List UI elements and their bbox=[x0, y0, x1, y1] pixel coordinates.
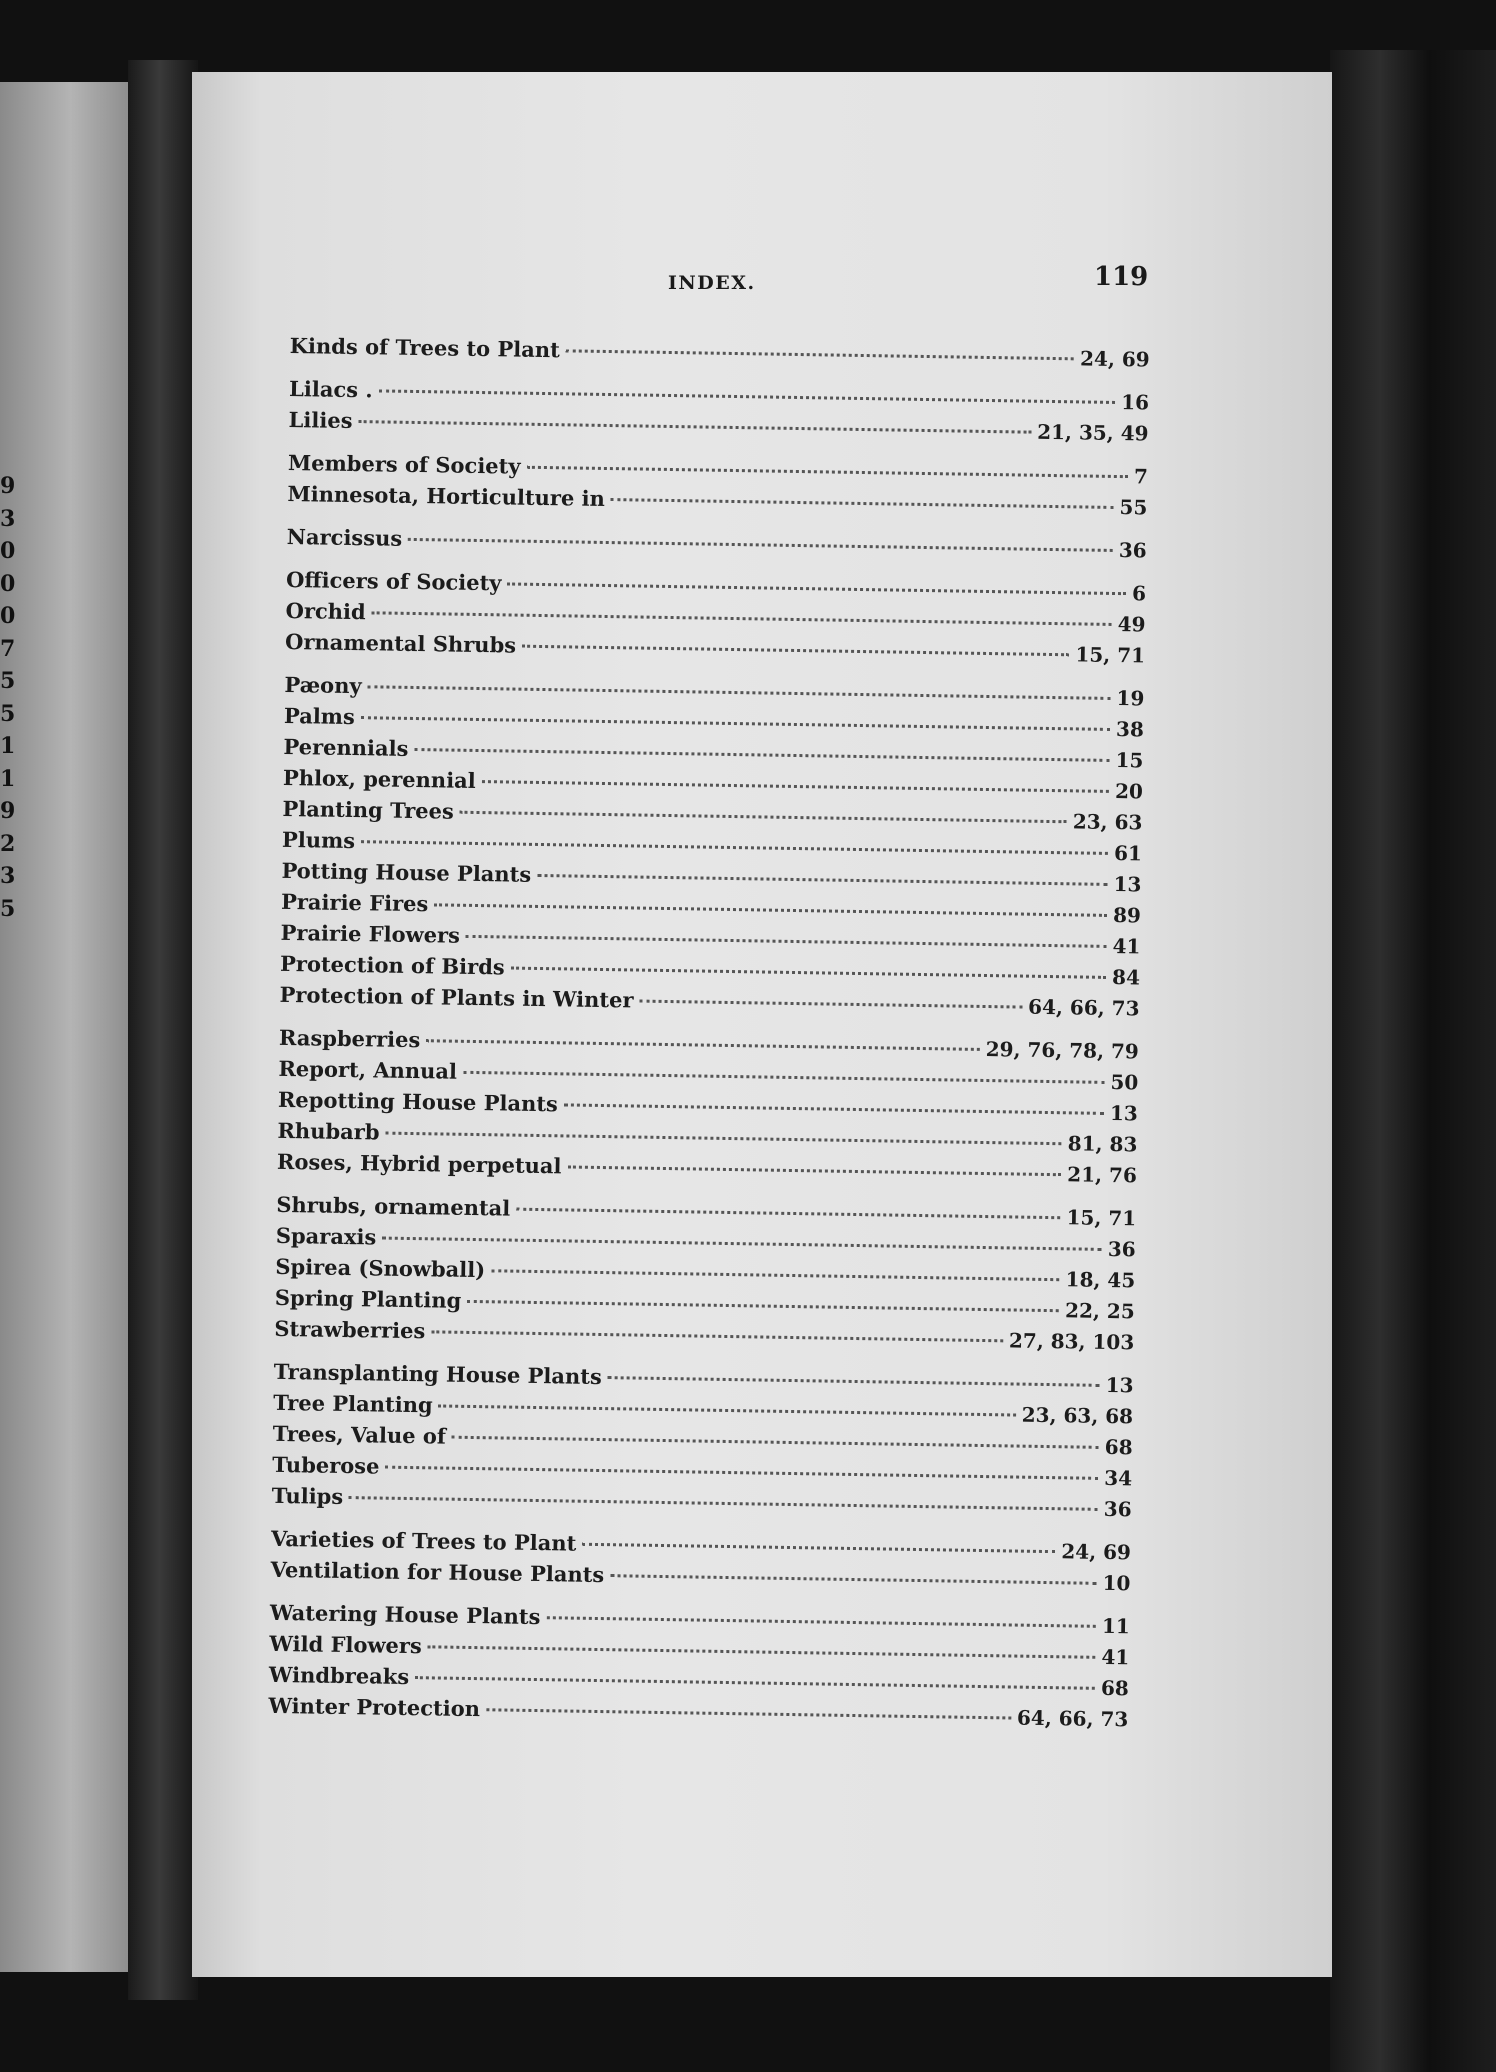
dot-leader bbox=[452, 1436, 1099, 1449]
index-pages: 64, 66, 73 bbox=[1027, 994, 1140, 1021]
index-pages: 13 bbox=[1105, 1372, 1134, 1398]
index-pages: 41 bbox=[1112, 933, 1141, 959]
facing-page-number: 1 bbox=[0, 765, 16, 792]
index-pages: 89 bbox=[1112, 903, 1142, 928]
dot-leader bbox=[361, 840, 1108, 855]
index-pages: 36 bbox=[1103, 1496, 1132, 1522]
index-term: Strawberries bbox=[274, 1315, 426, 1344]
index-pages: 10 bbox=[1102, 1570, 1131, 1596]
facing-page-number: 5 bbox=[0, 895, 16, 922]
facing-page-number: 2 bbox=[0, 830, 16, 857]
dot-leader bbox=[567, 1165, 1061, 1176]
index-term: Transplanting House Plants bbox=[273, 1358, 602, 1390]
index-pages: 21, 76 bbox=[1067, 1162, 1138, 1188]
index-term: Spirea (Snowball) bbox=[275, 1253, 486, 1283]
index-term: Roses, Hybrid perpetual bbox=[276, 1148, 562, 1179]
page-number: 119 bbox=[1094, 262, 1149, 292]
index-pages: 7 bbox=[1133, 464, 1149, 489]
facing-page-number: 5 bbox=[0, 700, 16, 727]
facing-page-number: 9 bbox=[0, 798, 16, 824]
index-term: Members of Society bbox=[287, 449, 521, 479]
dot-leader bbox=[516, 1208, 1060, 1220]
index-term: Lilies bbox=[288, 406, 353, 433]
dot-leader bbox=[608, 1376, 1100, 1387]
index-term: Rhubarb bbox=[277, 1117, 380, 1145]
facing-page-number: 3 bbox=[0, 863, 16, 889]
index-term: Tuberose bbox=[272, 1451, 380, 1479]
index-pages: 22, 25 bbox=[1064, 1298, 1135, 1324]
index-pages: 41 bbox=[1101, 1644, 1130, 1670]
index-term: Protection of Plants in Winter bbox=[279, 981, 634, 1013]
dot-leader bbox=[527, 466, 1128, 478]
dot-leader bbox=[582, 1543, 1055, 1553]
dot-leader bbox=[611, 498, 1114, 509]
index-term: Officers of Society bbox=[285, 566, 502, 596]
index-pages: 68 bbox=[1100, 1675, 1130, 1701]
dot-leader bbox=[382, 1237, 1102, 1251]
dot-leader bbox=[537, 874, 1107, 886]
dot-leader bbox=[491, 1269, 1060, 1281]
facing-page-number: 0 bbox=[0, 570, 16, 597]
index-term: Pæony bbox=[284, 671, 362, 699]
book-cover-edge bbox=[1330, 50, 1496, 2072]
index-term: Perennials bbox=[283, 733, 409, 761]
index-term: Tree Planting bbox=[273, 1389, 433, 1418]
index-pages: 36 bbox=[1118, 538, 1147, 563]
dot-leader bbox=[546, 1616, 1096, 1628]
index-term: Report, Annual bbox=[278, 1055, 458, 1084]
dot-leader bbox=[361, 716, 1110, 731]
facing-page-number: 1 bbox=[0, 733, 16, 759]
facing-page-number: 7 bbox=[0, 635, 16, 662]
index-pages: 36 bbox=[1107, 1236, 1136, 1262]
index-term: Ornamental Shrubs bbox=[284, 628, 517, 658]
index-term: Minnesota, Horticulture in bbox=[287, 480, 606, 511]
dot-leader bbox=[426, 1039, 979, 1051]
index-term: Windbreaks bbox=[268, 1661, 410, 1690]
index-term: Repotting House Plants bbox=[277, 1086, 559, 1117]
dot-leader bbox=[639, 1000, 1022, 1009]
index-pages: 16 bbox=[1120, 390, 1150, 415]
index-pages: 15 bbox=[1115, 748, 1144, 773]
index-pages: 23, 63 bbox=[1072, 809, 1143, 835]
index-term: Prairie Flowers bbox=[280, 919, 461, 948]
index-pages: 15, 71 bbox=[1075, 642, 1146, 668]
book-gutter bbox=[128, 60, 198, 2000]
dot-leader bbox=[428, 1645, 1096, 1658]
index-pages: 13 bbox=[1109, 1100, 1139, 1126]
dot-leader bbox=[511, 967, 1107, 979]
index-pages: 27, 83, 103 bbox=[1008, 1328, 1135, 1355]
index-pages: 13 bbox=[1113, 872, 1142, 897]
running-head: INDEX. bbox=[668, 272, 756, 294]
index-pages: 18, 45 bbox=[1065, 1267, 1136, 1293]
index-term: Watering House Plants bbox=[269, 1599, 541, 1630]
dot-leader bbox=[566, 349, 1074, 360]
index-term: Potting House Plants bbox=[281, 857, 532, 887]
index-pages: 29, 76, 78, 79 bbox=[985, 1037, 1140, 1064]
facing-page-numbers bbox=[0, 470, 18, 925]
dot-leader bbox=[466, 935, 1107, 948]
index-pages: 34 bbox=[1104, 1465, 1133, 1491]
dot-leader bbox=[434, 903, 1107, 917]
dot-leader bbox=[414, 748, 1109, 762]
index-pages: 64, 66, 73 bbox=[1016, 1705, 1129, 1732]
dot-leader bbox=[467, 1300, 1059, 1312]
index-pages: 19 bbox=[1116, 686, 1145, 711]
index-term: Wild Flowers bbox=[269, 1630, 422, 1659]
dot-leader bbox=[415, 1676, 1095, 1690]
dot-leader bbox=[610, 1574, 1096, 1585]
facing-page-edge bbox=[0, 82, 128, 1972]
index-term: Palms bbox=[283, 702, 356, 730]
dot-leader bbox=[408, 538, 1113, 552]
index-term: Sparaxis bbox=[275, 1222, 377, 1250]
facing-page-number: 5 bbox=[0, 668, 16, 694]
index-pages: 50 bbox=[1110, 1069, 1139, 1095]
index-term: Kinds of Trees to Plant bbox=[289, 333, 561, 363]
index-pages: 84 bbox=[1111, 964, 1141, 990]
index-pages: 24, 69 bbox=[1079, 346, 1150, 372]
index-pages: 38 bbox=[1115, 717, 1145, 742]
index-pages: 23, 63, 68 bbox=[1021, 1402, 1134, 1429]
index-term: Narcissus bbox=[286, 523, 403, 551]
index-pages: 49 bbox=[1117, 612, 1146, 637]
dot-leader bbox=[368, 685, 1111, 700]
index-pages: 21, 35, 49 bbox=[1036, 419, 1149, 446]
facing-page-number: 0 bbox=[0, 603, 16, 629]
index-pages: 55 bbox=[1119, 495, 1148, 520]
dot-leader bbox=[372, 611, 1112, 626]
index-term: Protection of Birds bbox=[279, 950, 505, 980]
index-term: Winter Protection bbox=[268, 1692, 481, 1722]
index-term: Lilacs . bbox=[288, 375, 373, 403]
dot-leader bbox=[349, 1496, 1098, 1511]
index-term: Phlox, perennial bbox=[282, 764, 476, 793]
index-pages: 15, 71 bbox=[1066, 1205, 1137, 1231]
dot-leader bbox=[379, 389, 1116, 404]
dot-leader bbox=[463, 1071, 1105, 1084]
dot-leader bbox=[486, 1708, 1011, 1719]
dot-leader bbox=[564, 1103, 1104, 1114]
index-term: Plums bbox=[281, 826, 356, 854]
index-term: Trees, Value of bbox=[272, 1420, 447, 1449]
index-term: Shrubs, ornamental bbox=[276, 1191, 511, 1221]
index-pages: 6 bbox=[1131, 581, 1147, 606]
index-term: Raspberries bbox=[278, 1024, 421, 1053]
index-pages: 24, 69 bbox=[1061, 1539, 1132, 1565]
dot-leader bbox=[522, 645, 1069, 657]
index-pages: 11 bbox=[1101, 1613, 1130, 1639]
index-term: Varieties of Trees to Plant bbox=[270, 1525, 577, 1556]
dot-leader bbox=[385, 1132, 1061, 1146]
index-pages: 61 bbox=[1113, 841, 1143, 866]
index-term: Tulips bbox=[271, 1482, 344, 1509]
facing-page-number: 3 bbox=[0, 505, 16, 532]
dot-leader bbox=[482, 780, 1109, 793]
index-term: Spring Planting bbox=[274, 1284, 462, 1313]
facing-page-number: 0 bbox=[0, 538, 16, 564]
dot-leader bbox=[358, 420, 1031, 434]
dot-leader bbox=[439, 1404, 1016, 1416]
index-entry bbox=[287, 524, 1147, 569]
index-term: Ventilation for House Plants bbox=[270, 1556, 605, 1588]
index-term: Prairie Fires bbox=[280, 888, 429, 917]
index-pages: 68 bbox=[1104, 1434, 1133, 1460]
dot-leader bbox=[385, 1466, 1098, 1480]
index-list bbox=[268, 333, 1150, 1737]
dot-leader bbox=[431, 1330, 1003, 1342]
dot-leader bbox=[460, 811, 1067, 824]
index-term: Planting Trees bbox=[282, 795, 455, 824]
dot-leader bbox=[507, 582, 1126, 595]
index-term: Orchid bbox=[285, 597, 366, 625]
facing-page-number: 9 bbox=[0, 473, 16, 499]
index-pages: 20 bbox=[1114, 779, 1144, 804]
index-pages: 81, 83 bbox=[1067, 1131, 1138, 1157]
